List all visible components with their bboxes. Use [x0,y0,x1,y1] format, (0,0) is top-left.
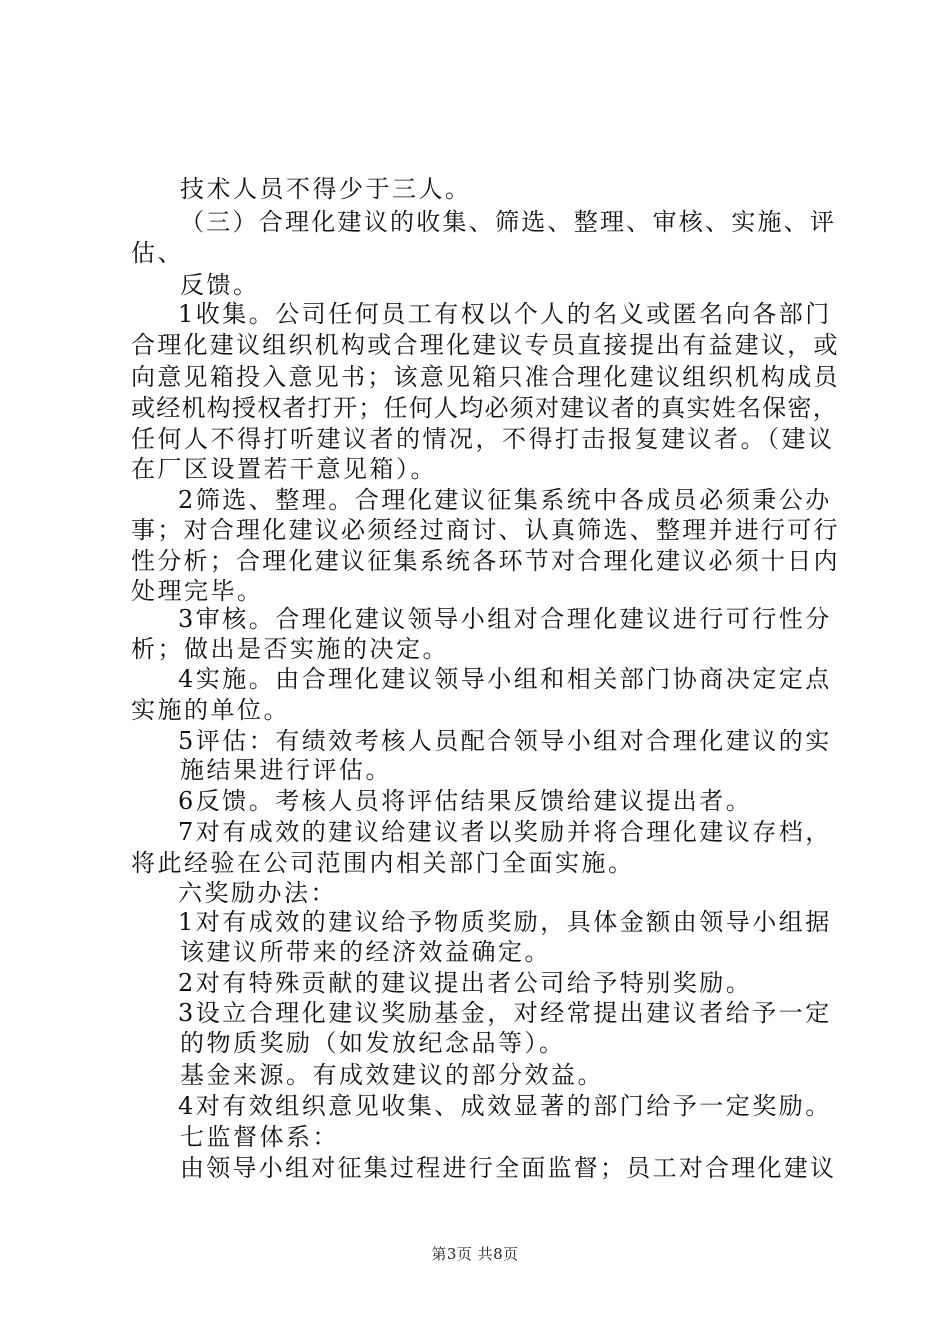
body-line: 在厂区设置若干意见箱）。 [131,455,437,483]
body-line: 1收集。公司任何员工有权以个人的名义或匿名向各部门 [178,300,832,328]
body-line: 实施的单位。 [131,696,290,724]
body-line: 2筛选、整理。合理化建议征集系统中各成员必须秉公办 [178,486,832,514]
body-line: 处理完毕。 [131,577,264,605]
page-number-footer: 第3页 共8页 [431,1245,519,1263]
body-line: 由领导小组对征集过程进行全面监督；员工对合理化建议 [180,1154,837,1182]
body-line: 7对有成效的建议给建议者以奖励并将合理化建议存档， [178,818,832,846]
body-line: 4对有效组织意见收集、成效显著的部门给予一定奖励。 [178,1092,832,1120]
body-line: 施结果进行评估。 [180,756,392,784]
body-line: 合理化建议组织机构或合理化建议专员直接提出有益建议，或 [131,331,840,359]
body-line: 1对有成效的建议给予物质奖励，具体金额由领导小组据 [178,908,832,936]
body-line: 反馈。 [180,271,260,299]
body-line: 3审核。合理化建议领导小组对合理化建议进行可行性分 [178,605,832,633]
body-line: 六奖励办法： [178,879,337,907]
body-line: 性分析；合理化建议征集系统各环节对合理化建议必须十日内 [131,547,840,575]
body-line: 任何人不得打听建议者的情况，不得打击报复建议者。（建议 [131,425,835,453]
body-line: 七监督体系： [180,1123,339,1151]
body-line: 5评估：有绩效考核人员配合领导小组对合理化建议的实 [178,727,832,755]
body-line: 4实施。由合理化建议领导小组和相关部门协商决定定点 [178,665,832,693]
body-line: 的物质奖励（如发放纪念品等）。 [180,1029,566,1057]
body-line: （三）合理化建议的收集、筛选、整理、审核、实施、评 [180,208,837,236]
body-line: 2对有特殊贡献的建议提出者公司给予特别奖励。 [178,969,753,997]
body-line: 该建议所带来的经济效益确定。 [180,938,551,966]
body-line: 基金来源。有成效建议的部分效益。 [180,1061,604,1089]
body-line: 估、 [131,239,184,267]
body-line: 6反馈。考核人员将评估结果反馈给建议提出者。 [178,787,753,815]
body-line: 技术人员不得少于三人。 [180,175,472,203]
body-line: 将此经验在公司范围内相关部门全面实施。 [131,849,635,877]
body-line: 或经机构授权者打开；任何人均必须对建议者的真实姓名保密， [131,394,838,422]
body-line: 事；对合理化建议必须经过商讨、认真筛选、整理并进行可行 [131,516,840,544]
body-line: 3设立合理化建议奖励基金，对经常提出建议者给予一定 [178,999,832,1027]
body-line: 析；做出是否实施的决定。 [131,635,449,663]
body-line: 向意见箱投入意见书；该意见箱只准合理化建议组织机构成员 [131,363,840,391]
